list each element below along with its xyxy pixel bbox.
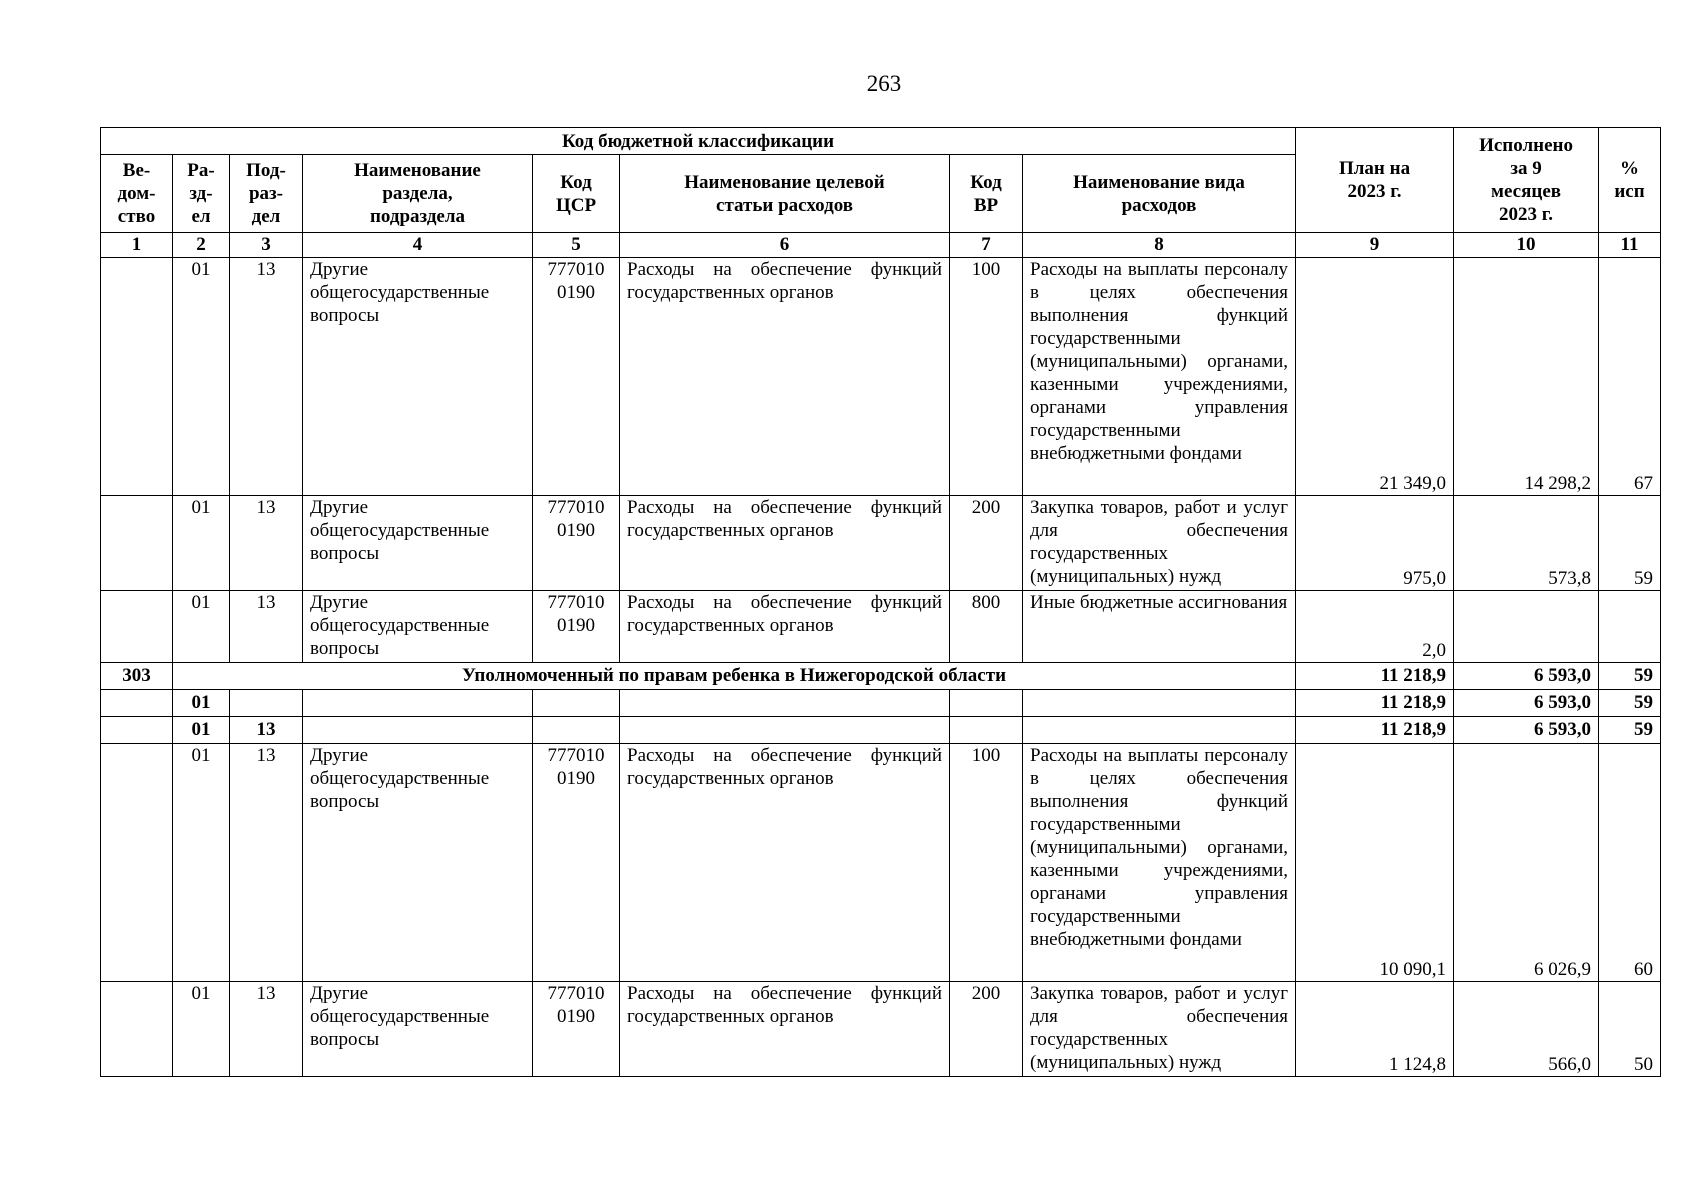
vedomstvo-cell [101, 744, 173, 982]
col-header-vedomstvo: Ве- дом- ство [101, 155, 173, 233]
percent-cell: 50 [1599, 982, 1661, 1077]
vr-name-cell: Закупка товаров, работ и услуг для обеспечения государственных (муниципальных) нужд [1023, 982, 1296, 1077]
percent-cell: 60 [1599, 744, 1661, 982]
csr-name-cell: Расходы на обеспечение функций государственных органов [620, 258, 950, 496]
column-number: 6 [620, 233, 950, 258]
vedomstvo-cell [101, 496, 173, 591]
table-row [101, 591, 1661, 663]
podrazdel-cell: 13 [230, 744, 303, 982]
vr-code-cell: 100 [950, 258, 1023, 496]
table-row [101, 744, 1661, 982]
razdel-name-cell [303, 717, 533, 744]
vr-name-cell [1023, 717, 1296, 744]
col-header-vr-name: Наименование вида расходов [1023, 155, 1296, 233]
table-row [101, 690, 1661, 717]
vedomstvo-cell [101, 591, 173, 663]
vr-name-cell: Закупка товаров, работ и услуг для обеспечения государственных (муниципальных) нужд [1023, 496, 1296, 591]
col-header-podrazdel: Под- раз- дел [230, 155, 303, 233]
podrazdel-cell: 13 [230, 591, 303, 663]
razdel-cell: 01 [173, 496, 230, 591]
table-row [101, 717, 1661, 744]
vr-code-cell [950, 690, 1023, 717]
col-header-done: Исполнено за 9 месяцев 2023 г. [1454, 128, 1599, 233]
csr-name-cell: Расходы на обеспечение функций государственных органов [620, 982, 950, 1077]
col-header-razdel: Ра- зд- ел [173, 155, 230, 233]
done-cell: 6 593,0 [1454, 690, 1599, 717]
col-header-vr: Код ВР [950, 155, 1023, 233]
budget-classification-header: Код бюджетной классификации [101, 128, 1296, 155]
plan-cell: 21 349,0 [1296, 258, 1454, 496]
vedomstvo-cell [101, 258, 173, 496]
plan-cell: 975,0 [1296, 496, 1454, 591]
col-header-percent: % исп [1599, 128, 1661, 233]
column-number: 11 [1599, 233, 1661, 258]
csr-name-cell: Расходы на обеспечение функций государственных органов [620, 591, 950, 663]
vr-name-cell: Расходы на выплаты персоналу в целях обеспечения выполнения функций государственными (муниципальными) органами, казенными учреждениями, органами управления государственными внебюджетными фондами [1023, 744, 1296, 982]
plan-cell: 10 090,1 [1296, 744, 1454, 982]
podrazdel-cell [230, 690, 303, 717]
table-row [101, 663, 1661, 690]
col-header-plan: План на 2023 г. [1296, 128, 1454, 233]
csr-code-cell: 777010 0190 [533, 744, 620, 982]
column-number: 3 [230, 233, 303, 258]
done-cell: 573,8 [1454, 496, 1599, 591]
table-row [101, 496, 1661, 591]
razdel-cell: 01 [173, 982, 230, 1077]
vedomstvo-cell [101, 717, 173, 744]
csr-code-cell [533, 717, 620, 744]
vr-name-cell: Расходы на выплаты персоналу в целях обеспечения выполнения функций государственными (муниципальными) органами, казенными учреждениями, органами управления государственными внебюджетными фондами [1023, 258, 1296, 496]
razdel-name-cell [303, 690, 533, 717]
done-cell: 6 026,9 [1454, 744, 1599, 982]
ministry-title-cell: Уполномоченный по правам ребенка в Нижегородской области [173, 663, 1296, 690]
col-header-csr: Код ЦСР [533, 155, 620, 233]
percent-cell [1599, 591, 1661, 663]
razdel-cell: 01 [173, 744, 230, 982]
plan-cell: 2,0 [1296, 591, 1454, 663]
razdel-cell: 01 [173, 591, 230, 663]
percent-cell: 67 [1599, 258, 1661, 496]
percent-cell: 59 [1599, 690, 1661, 717]
table-row [101, 258, 1661, 496]
done-cell: 14 298,2 [1454, 258, 1599, 496]
vr-name-cell [1023, 690, 1296, 717]
vedomstvo-cell [101, 982, 173, 1077]
column-number: 8 [1023, 233, 1296, 258]
vr-code-cell: 200 [950, 496, 1023, 591]
vr-code-cell [950, 717, 1023, 744]
done-cell: 6 593,0 [1454, 663, 1599, 690]
table-row [101, 982, 1661, 1077]
vedomstvo-cell [101, 690, 173, 717]
column-number: 10 [1454, 233, 1599, 258]
column-number: 7 [950, 233, 1023, 258]
csr-code-cell: 777010 0190 [533, 258, 620, 496]
percent-cell: 59 [1599, 717, 1661, 744]
column-number-row [101, 233, 1661, 258]
done-cell [1454, 591, 1599, 663]
column-number: 2 [173, 233, 230, 258]
table-body [101, 258, 1661, 1077]
column-number: 9 [1296, 233, 1454, 258]
razdel-cell: 01 [173, 717, 230, 744]
page-number: 263 [866, 71, 902, 96]
vr-name-cell: Иные бюджетные ассигнования [1023, 591, 1296, 663]
razdel-name-cell: Другие общегосударственные вопросы [303, 591, 533, 663]
csr-code-cell: 777010 0190 [533, 591, 620, 663]
column-number: 5 [533, 233, 620, 258]
csr-name-cell [620, 717, 950, 744]
budget-table [100, 127, 1661, 1077]
plan-cell: 11 218,9 [1296, 717, 1454, 744]
column-number: 4 [303, 233, 533, 258]
plan-cell: 11 218,9 [1296, 663, 1454, 690]
done-cell: 566,0 [1454, 982, 1599, 1077]
csr-code-cell [533, 690, 620, 717]
vedomstvo-cell: 303 [101, 663, 173, 690]
razdel-cell: 01 [173, 258, 230, 496]
vr-code-cell: 200 [950, 982, 1023, 1077]
vr-code-cell: 100 [950, 744, 1023, 982]
podrazdel-cell: 13 [230, 982, 303, 1077]
razdel-name-cell: Другие общегосударственные вопросы [303, 982, 533, 1077]
podrazdel-cell: 13 [230, 496, 303, 591]
percent-cell: 59 [1599, 663, 1661, 690]
razdel-name-cell: Другие общегосударственные вопросы [303, 744, 533, 982]
plan-cell: 11 218,9 [1296, 690, 1454, 717]
percent-cell: 59 [1599, 496, 1661, 591]
col-header-razdel-name: Наименование раздела, подраздела [303, 155, 533, 233]
csr-name-cell: Расходы на обеспечение функций государственных органов [620, 496, 950, 591]
csr-code-cell: 777010 0190 [533, 982, 620, 1077]
razdel-cell: 01 [173, 690, 230, 717]
csr-name-cell [620, 690, 950, 717]
plan-cell: 1 124,8 [1296, 982, 1454, 1077]
column-number: 1 [101, 233, 173, 258]
col-header-csr-name: Наименование целевой статьи расходов [620, 155, 950, 233]
podrazdel-cell: 13 [230, 717, 303, 744]
csr-name-cell: Расходы на обеспечение функций государственных органов [620, 744, 950, 982]
razdel-name-cell: Другие общегосударственные вопросы [303, 496, 533, 591]
podrazdel-cell: 13 [230, 258, 303, 496]
done-cell: 6 593,0 [1454, 717, 1599, 744]
csr-code-cell: 777010 0190 [533, 496, 620, 591]
razdel-name-cell: Другие общегосударственные вопросы [303, 258, 533, 496]
vr-code-cell: 800 [950, 591, 1023, 663]
